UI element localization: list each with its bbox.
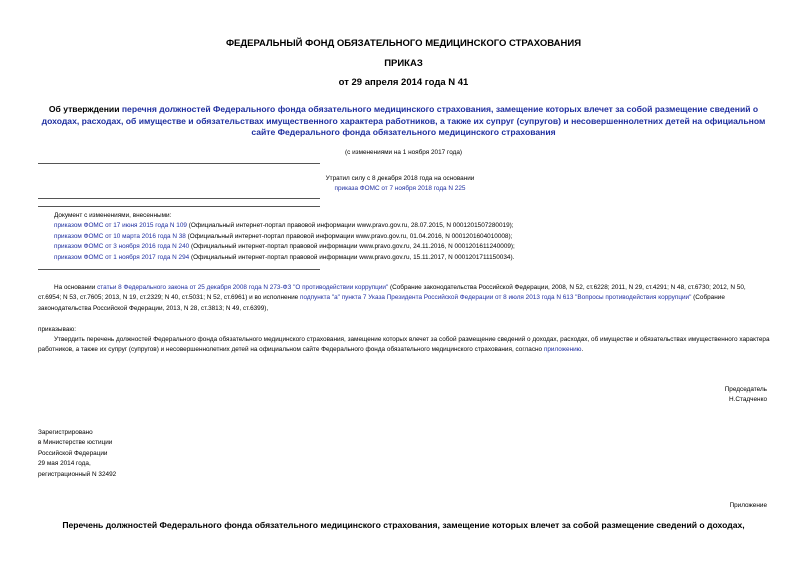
order-word: приказываю: bbox=[38, 326, 76, 333]
signatory-block bbox=[725, 385, 767, 406]
document-title bbox=[40, 104, 767, 139]
expiration-text: Утратил силу с 8 декабря 2018 года на основании bbox=[325, 175, 475, 182]
change-item bbox=[54, 253, 784, 263]
registration-block bbox=[38, 428, 116, 480]
basis-text: На основании bbox=[54, 284, 98, 291]
expiration-note bbox=[310, 174, 490, 195]
change-item bbox=[54, 242, 784, 252]
change-source: (Официальный интернет-портал правовой информации www.pravo.gov.ru, 15.11.2017, N 0001201711150034). bbox=[189, 253, 515, 261]
order-paragraph bbox=[38, 335, 770, 356]
changes-heading: Документ с изменениями, внесенными: bbox=[54, 212, 172, 219]
decree-link[interactable]: подпункта "а" пункта 7 Указа Президента Российской Федерации от 8 июля 2013 года N 613 "Вопросы противодействия коррупции" bbox=[299, 294, 692, 302]
order-text: Утвердить перечень должностей Федерального фонда обязательного медицинского страхования, замещение которых влечет за собой размещение сведений о доходах, расходах, об имуществе и обязательствах имущественного характера работников, а также их супруг (супругов) и несовершеннолетних детей на официальном сайте Федерального фонда обязательного медицинского страхования, согласно bbox=[38, 336, 770, 354]
change-link[interactable]: приказом ФОМС от 1 ноября 2017 года N 294 bbox=[54, 253, 190, 261]
registration-line: в Министерстве юстиции bbox=[38, 439, 113, 447]
registration-line: 29 мая 2014 года, bbox=[38, 460, 91, 468]
divider-rule bbox=[38, 198, 320, 199]
change-link[interactable]: приказом ФОМС от 17 июня 2015 года N 109 bbox=[54, 222, 187, 230]
organization-heading: ФЕДЕРАЛЬНЫЙ ФОНД ОБЯЗАТЕЛЬНОГО МЕДИЦИНСКОГО СТРАХОВАНИЯ bbox=[225, 38, 582, 49]
expiration-link[interactable]: приказа ФОМС от 7 ноября 2018 года N 225 bbox=[334, 185, 466, 193]
registration-line: Зарегистрировано bbox=[38, 429, 93, 436]
appendix-label: Приложение bbox=[729, 502, 767, 509]
signatory-position: Председатель bbox=[724, 386, 767, 393]
change-link[interactable]: приказом ФОМС от 10 марта 2016 года N 38 bbox=[54, 232, 186, 240]
title-prefix: Об утверждении bbox=[48, 104, 122, 114]
amendment-note: (с изменениями на 1 ноября 2017 года) bbox=[344, 149, 463, 156]
change-source: (Официальный интернет-портал правовой информации www.pravo.gov.ru, 28.07.2015, N 0001201507280019); bbox=[186, 222, 514, 230]
title-link[interactable]: перечня должностей Федерального фонда обязательного медицинского страхования, замещение которых влечет за собой размещение сведений о доходах, расходах, об имуществе и обязательствах имущественного характера работников, а также их супруг (супругов) и несовершеннолетних детей на официальном сайте Федерального фонда обязательного медицинского страхования bbox=[41, 104, 766, 137]
change-link[interactable]: приказом ФОМС от 3 ноября 2016 года N 240 bbox=[54, 243, 190, 251]
change-source: (Официальный интернет-портал правовой информации www.pravo.gov.ru, 01.04.2016, N 0001201604010008); bbox=[185, 232, 513, 240]
appendix-link[interactable]: приложению bbox=[543, 346, 582, 354]
signatory-name: Н.Стадченко bbox=[729, 396, 767, 404]
appendix-title: Перечень должностей Федерального фонда обязательного медицинского страхования, замещение которых влечет за собой размещение сведений о доходах, bbox=[62, 520, 745, 530]
change-source: (Официальный интернет-портал правовой информации www.pravo.gov.ru, 24.11.2016, N 0001201611240009); bbox=[189, 243, 515, 251]
basis-text: (Собрание законодательства Российской Федерации, 2008, N 52, ст.6228; 2011, N 29, ст.4291; N 48, ст.6730; 2012, N 50, ст.6954; N 53, ст.7605; 2013, N 19, ст.2329; N 40, ст.5031; N 52, ст.6961) и во исполнение bbox=[38, 284, 746, 302]
document-date: от 29 апреля 2014 года N 41 bbox=[338, 77, 469, 88]
divider-rule bbox=[38, 269, 320, 270]
document-type: ПРИКАЗ bbox=[384, 58, 423, 69]
change-item bbox=[54, 232, 784, 242]
change-item bbox=[54, 221, 784, 231]
basis-paragraph bbox=[38, 283, 770, 314]
basis-text: (Собрание законодательства Российской Федерации, 2013, N 28, ст.3813; N 49, ст.6399), bbox=[38, 294, 725, 312]
registration-line: регистрационный N 32492 bbox=[38, 470, 117, 478]
registration-line: Российской Федерации bbox=[38, 449, 108, 457]
changes-block bbox=[54, 211, 784, 263]
order-end: . bbox=[581, 346, 584, 354]
divider-rule bbox=[38, 206, 320, 207]
divider-rule bbox=[38, 163, 320, 164]
law-link[interactable]: статьи 8 Федерального закона от 25 декабря 2008 года N 273-ФЗ "О противодействии коррупции" bbox=[97, 284, 389, 291]
